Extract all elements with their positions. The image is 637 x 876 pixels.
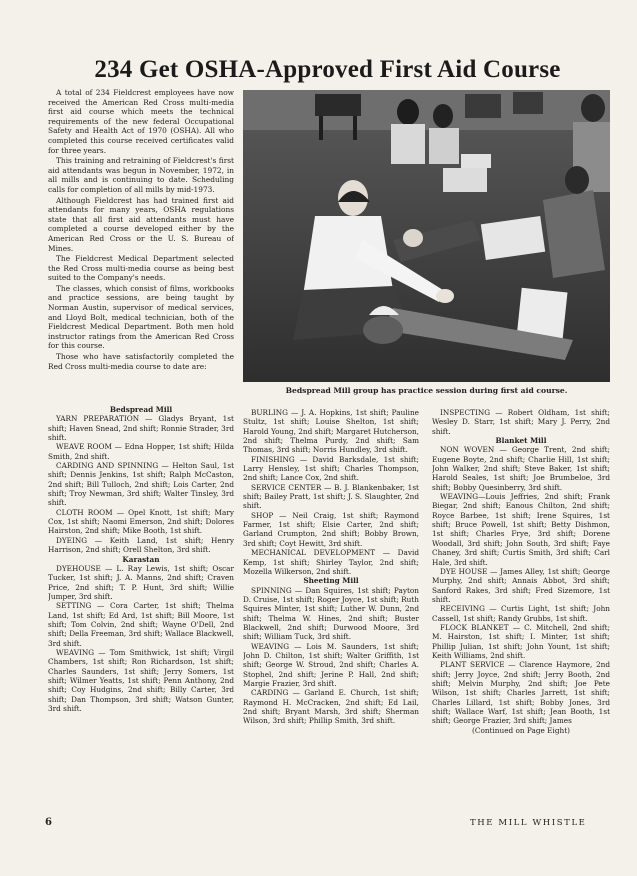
department-entry: SHOP — Neil Craig, 1st shift; Raymond Farmer, 1st shift; Elsie Carter, 2nd shift; Garland Crumpton, 2nd shift; Bobby Brown, 3rd shift; Coyt Hewitt, 3rd shift.	[243, 510, 419, 548]
department-entry: FINISHING — David Barksdale, 1st shift; Larry Hensley, 1st shift; Charles Thompson, 2nd shift; Lance Cox, 2nd shift.	[243, 454, 419, 483]
department-entry: WEAVING — Lois M. Saunders, 1st shift; John D. Chilton, 1st shift; Walter Griffith, 1st shift; George W. Stroud, 2nd shift; Charles A. Stophel, 2nd shift; Jerine P. Hall, 2nd shift; Margie Frazier, 3rd shift.	[243, 641, 419, 688]
department-entry: INSPECTING — Robert Oldham, 1st shift; Wesley D. Starr, 1st shift; Mary J. Perry, 2nd shift.	[432, 408, 610, 436]
page-number: 6	[45, 817, 52, 828]
department-entry: NON WOVEN — George Trent, 2nd shift; Eugene Boyte, 2nd shift; Charlie Hill, 1st shift; John Walker, 2nd shift; Steve Baker, 1st shift; Harold Seales, 1st shift; Joe Brumbeloe, 3rd shift; Bobby Quesinberry, 3rd shift.	[432, 445, 610, 492]
department-entry: MECHANICAL DEVELOPMENT — David Kemp, 1st shift; Shirley Taylor, 2nd shift; Mozella Wilkerson, 2nd shift.	[243, 548, 419, 576]
department-entry: CARDING AND SPINNING — Helton Saul, 1st shift; Dennis Jenkins, 1st shift; Ralph McCaston, 2nd shift; Bill Tulloch, 2nd shift; Lois Carter, 2nd shift; Troy Newman, 3rd shift; Walter Tinsley, 3rd shift.	[48, 461, 234, 508]
section-heading: Karastan	[122, 554, 160, 564]
department-entry: WEAVING—Louis Jeffries, 2nd shift; Frank Biegar, 2nd shift; Eanous Chilton, 2nd shift; Royce Barbee, 1st shift; Irene Squires, 1st shift; Bruce Powell, 1st shift; Betty Dishmon, 1st shift; Charles Frye, 3rd shift; Dorene Woodall, 3rd shift; John South, 3rd shift; Faye Chaney, 3rd shift; Curtis Smith, 3rd shift; Carl Hale, 3rd shift.	[432, 492, 610, 567]
photo-illustration	[243, 90, 610, 382]
intro-paragraph: A total of 234 Fieldcrest employees have now received the American Red Cross multi-media first aid course which meets the technical requirements of the new federal Occupational Safety and Health Act of 1970 (OSHA). All who completed this course received certificates valid for three years.	[48, 88, 234, 155]
department-entry: SETTING — Cora Carter, 1st shift; Thelma Land, 1st shift; Ed Ard, 1st shift; Bill Moore, 1st shift; Tom Colvin, 2nd shift; Wayne O'Dell, 2nd shift; Della Freeman, 3rd shift; Wallace Blackwell, 3rd shift.	[48, 601, 234, 648]
department-entry: SPINNING — Dan Squires, 1st shift; Payton D. Cruise, 1st shift; Roger Joyce, 1st shift; Ruth Squires Minter, 1st shift; Luther W. Dunn, 2nd shift; Thelma W. Hines, 2nd shift; Buster Blackwell, 2nd shift; Durwood Moore, 3rd shift; William Tuck, 3rd shift.	[243, 585, 419, 642]
names-column-2	[243, 408, 419, 833]
department-entry: RECEIVING — Curtis Light, 1st shift; John Cassell, 1st shift; Randy Grubbs, 1st shift.	[432, 604, 610, 623]
headline: 234 Get OSHA-Approved First Aid Course	[94, 56, 561, 83]
department-entry: YARN PREPARATION — Gladys Bryant, 1st shift; Haven Snead, 2nd shift; Ronnie Strader, 3rd shift.	[48, 414, 234, 443]
department-entry: DYE HOUSE — James Alley, 1st shift; George Murphy, 2nd shift; Annais Abbot, 3rd shift; Sanford Rakes, 3rd shift; Fred Sizemore, 1st shift.	[432, 566, 610, 604]
intro-paragraph: Although Fieldcrest has had trained first aid attendants for many years, OSHA regulations state that all first aid attendants must have completed a course developed either by the American Red Cross or the U. S. Bureau of Mines.	[48, 195, 234, 253]
department-entry: DYEHOUSE — L. Ray Lewis, 1st shift; Oscar Tucker, 1st shift; J. A. Manns, 2nd shift; Craven Price, 2nd shift; T. P. Hunt, 3rd shift; Willie Jumper, 3rd shift.	[48, 563, 234, 601]
first-aid-class-photo	[243, 90, 610, 382]
department-entry: CARDING — Garland E. Church, 1st shift; Raymond H. McCracken, 2nd shift; Ed Lail, 2nd shift; Bryant Marsh, 3rd shift; Sherman Wilson, 3rd shift; Phillip Smith, 3rd shift.	[243, 688, 419, 726]
section-heading: Blanket Mill	[495, 436, 547, 446]
department-entry: BURLING — J. A. Hopkins, 1st shift; Pauline Stultz, 1st shift; Louise Shelton, 1st shift; Harold Young, 2nd shift; Margaret Hutcherson, 2nd shift; Thelma Purdy, 2nd shift; Sam Thomas, 3rd shift; Norris Hundley, 3rd shift.	[243, 408, 419, 455]
names-column-1	[48, 405, 234, 833]
intro-paragraph: The classes, which consist of films, workbooks and practice sessions, are being taught by Norman Austin, supervisor of medical services, and Lloyd Bolt, medical technician, both of the Fieldcrest Medical Department. Both men hold instructor ratings from the American Red Cross for this course.	[48, 283, 234, 351]
department-entry: DYEING — Keith Land, 1st shift; Henry Harrison, 2nd shift; Orell Shelton, 3rd shift.	[48, 535, 234, 555]
department-entry: FLOCK BLANKET — C. Mitchell, 2nd shift; M. Hairston, 1st shift; I. Minter, 1st shift; Phillip Julian, 1st shift; John Yount, 1st shift; Keith Williams, 2nd shift.	[432, 622, 610, 660]
section-heading: Bedspread Mill	[109, 405, 173, 414]
department-entry: WEAVING — Tom Smithwick, 1st shift; Virgil Chambers, 1st shift; Ron Richardson, 1st shift; Charles Saunders, 1st shift; Jerry Somers, 1st shift; Wilmer Yeatts, 1st shift; Penn Anthony, 2nd shift; Coy Hudgins, 2nd shift; Billy Carter, 3rd shift; Dan Thompson, 3rd shift; Watson Gunter, 3rd shift.	[48, 647, 234, 713]
intro-paragraph: The Fieldcrest Medical Department selected the Red Cross multi-media course as being best suited to the Company's needs.	[48, 254, 234, 283]
intro-paragraph: Those who have satisfactorily completed the Red Cross multi-media course to date are:	[48, 352, 234, 371]
continued-note: (Continued on Page Eight)	[472, 725, 570, 735]
department-entry: PLANT SERVICE — Clarence Haymore, 2nd shift; Jerry Joyce, 2nd shift; Jerry Booth, 2nd shift; Melvin Murphy, 2nd shift; Joe Pete Wilson, 1st shift; Charles Jarrett, 1st shift; Charles Lillard, 1st shift; Bobby Jones, 3rd shift; Wallace Warf, 1st shift; Jean Booth, 1st shift; George Frazier, 3rd shift; James	[432, 660, 610, 726]
department-entry: CLOTH ROOM — Opel Knott, 1st shift; Mary Cox, 1st shift; Naomi Emerson, 2nd shift; Dolores Hairston, 2nd shift; Mike Booth, 1st shift.	[48, 507, 234, 536]
department-entry: WEAVE ROOM — Edna Hopper, 1st shift; Hilda Smith, 2nd shift.	[48, 442, 234, 461]
publication-title: THE MILL WHISTLE	[470, 818, 587, 828]
names-column-3	[432, 408, 610, 833]
intro-paragraph: This training and retraining of Fieldcrest's first aid attendants was begun in November, 1972, in all mills and is continuing to date. Scheduling calls for completion of all mills by mid-1973.	[48, 156, 234, 194]
department-entry: SERVICE CENTER — B. J. Blankenbaker, 1st shift; Bailey Pratt, 1st shift; J. S. Slaughter, 2nd shift.	[243, 482, 419, 511]
section-heading: Sheeting Mill	[303, 576, 359, 586]
photo-caption: Bedspread Mill group has practice session during first aid course.	[285, 386, 568, 395]
intro-text	[48, 88, 234, 400]
